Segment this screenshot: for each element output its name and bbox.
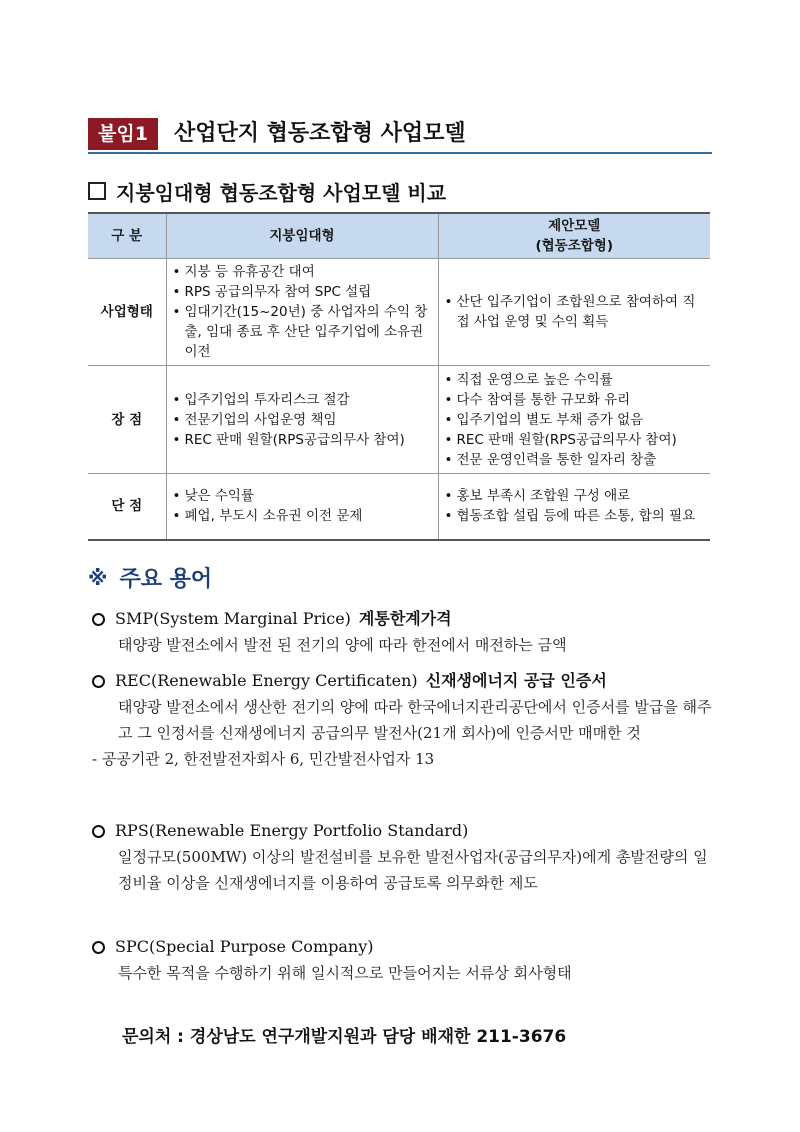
- terms-heading-text: 주요 용어: [119, 567, 213, 592]
- list-item: • 전문기업의 사업운영 책임: [173, 410, 432, 430]
- list-item: • 입주기업의 투자리스크 절감: [173, 390, 432, 410]
- term-head: [92, 818, 722, 844]
- header-proposed-line2: (협동조합형): [535, 238, 614, 254]
- circle-bullet-icon: [92, 825, 105, 838]
- term-name: SPC(Special Purpose Company): [115, 937, 374, 956]
- circle-bullet-icon: [92, 613, 105, 626]
- row-left-cell: [166, 474, 438, 540]
- list-item: • 임대기간(15~20년) 중 사업자의 수익 창출, 임대 종료 후 산단 입주기업에 소유권 이전: [173, 302, 432, 362]
- term-name: REC(Renewable Energy Certificaten): [115, 671, 418, 690]
- header-proposed-line1: 제안모델: [548, 218, 601, 234]
- section-heading: [88, 176, 446, 206]
- row-label: 장 점: [88, 366, 166, 474]
- list-item: • 낮은 수익률: [173, 486, 432, 506]
- list-item: • 폐업, 부도시 소유권 이전 문제: [173, 506, 432, 526]
- table-row: [88, 474, 710, 540]
- attachment-badge: 붙임1: [88, 118, 158, 150]
- row-left-cell: [166, 259, 438, 366]
- table-row: [88, 259, 710, 366]
- header-category: 구 분: [88, 213, 166, 259]
- checkbox-icon: [88, 182, 106, 200]
- table-row: [88, 366, 710, 474]
- list-item: • REC 판매 원할(RPS공급의무사 참여): [173, 430, 432, 450]
- terms-heading: [88, 562, 212, 593]
- list-item: • 협동조합 설립 등에 따른 소통, 합의 필요: [445, 506, 705, 526]
- list-item: • RPS 공급의무자 참여 SPC 설립: [173, 282, 432, 302]
- row-right-cell: [438, 259, 710, 366]
- table-header-row: [88, 213, 710, 259]
- term-name: RPS(Renewable Energy Portfolio Standard): [115, 821, 469, 840]
- page-header: [88, 114, 712, 154]
- term-korean: 계통한계가격: [358, 609, 452, 628]
- section-title: 지붕임대형 협동조합형 사업모델 비교: [116, 180, 447, 205]
- term-description: 일정규모(500MW) 이상의 발전설비를 보유한 발전사업자(공급의무자)에게 총발전량의 일정비율 이상을 신재생에너지를 이용하여 공급토록 의무화한 제도: [118, 848, 708, 892]
- list-item: • 다수 참여를 통한 규모화 유리: [445, 390, 705, 410]
- list-item: • 홍보 부족시 조합원 구성 애로: [445, 486, 705, 506]
- comparison-table: [88, 212, 710, 541]
- term-description: 특수한 목적을 수행하기 위해 일시적으로 만들어지는 서류상 회사형태: [118, 964, 572, 982]
- row-label: 단 점: [88, 474, 166, 540]
- row-right-cell: [438, 474, 710, 540]
- reference-mark-icon: ※: [88, 565, 108, 590]
- list-item: • 지붕 등 유휴공간 대여: [173, 262, 432, 282]
- term-smp: [92, 606, 722, 658]
- header-roof-lease: 지붕임대형: [166, 213, 438, 259]
- term-head: [92, 606, 722, 632]
- page-title: 산업단지 협동조합형 사업모델: [174, 121, 466, 146]
- circle-bullet-icon: [92, 941, 105, 954]
- term-spc: [92, 934, 722, 986]
- term-name: SMP(System Marginal Price): [115, 609, 351, 628]
- list-item: • 입주기업의 별도 부채 증가 없음: [445, 410, 705, 430]
- row-label: 사업형태: [88, 259, 166, 366]
- list-item: • REC 판매 원할(RPS공급의무사 참여): [445, 430, 705, 450]
- term-korean: 신재생에너지 공급 인증서: [425, 671, 607, 690]
- term-description: 태양광 발전소에서 생산한 전기의 양에 따라 한국에너지관리공단에서 인증서를 발급을 해주고 그 인정서를 신재생에너지 공급의무 발전사(21개 회사)에 인증서만 매매한 것: [118, 698, 712, 742]
- term-description: 태양광 발전소에서 발전 된 전기의 양에 따라 한전에서 매전하는 금액: [118, 636, 567, 654]
- term-rec: [92, 668, 722, 772]
- header-proposed-model: [438, 213, 710, 259]
- contact-footer: 문의처 : 경상남도 연구개발지원과 담당 배재한 211-3676: [122, 1027, 567, 1047]
- term-rps: [92, 818, 722, 896]
- list-item: • 전문 운영인력을 통한 일자리 창출: [445, 450, 705, 470]
- list-item: • 직접 운영으로 높은 수익률: [445, 370, 705, 390]
- list-item: • 산단 입주기업이 조합원으로 참여하여 직접 사업 운영 및 수익 획득: [445, 292, 705, 332]
- term-head: [92, 934, 722, 960]
- term-head: [92, 668, 722, 694]
- row-left-cell: [166, 366, 438, 474]
- row-right-cell: [438, 366, 710, 474]
- circle-bullet-icon: [92, 675, 105, 688]
- term-sub-note: - 공공기관 2, 한전발전자회사 6, 민간발전사업자 13: [92, 750, 435, 768]
